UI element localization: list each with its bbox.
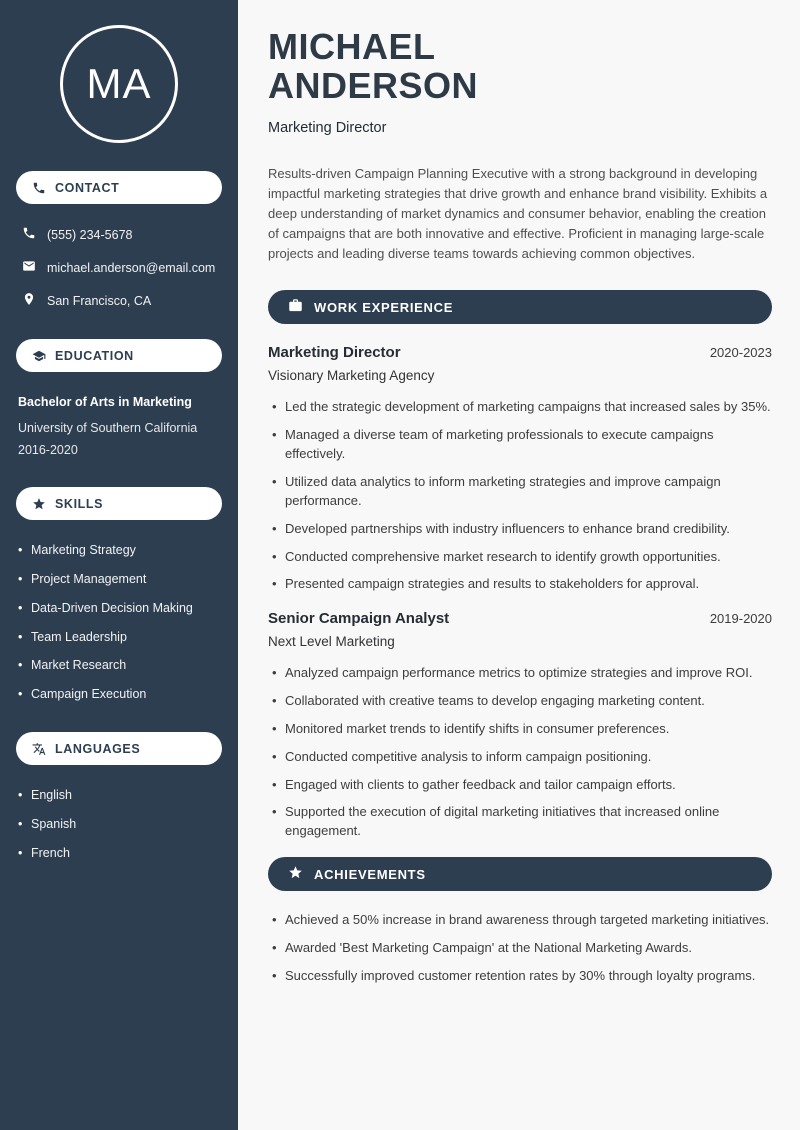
achievement-bullet: • Successfully improved customer retention rates by 30% through loyalty programs. [270,967,772,986]
job-bullet: • Conducted competitive analysis to inform campaign positioning. [270,748,772,767]
work-experience-header-label: WORK EXPERIENCE [314,299,454,315]
education-school: University of Southern California [18,420,198,435]
contact-location-value: San Francisco, CA [47,293,152,308]
contact-section-header [16,171,222,204]
job-bullet: • Collaborated with creative teams to develop engaging marketing content. [270,692,772,711]
job-dates: 2020-2023 [709,345,772,361]
job-company: Next Level Marketing [268,634,395,650]
education-years: 2016-2020 [18,443,78,458]
job-header-row [268,344,772,361]
sidebar [0,0,238,1130]
achievements-list [270,911,772,986]
map-pin-icon [22,292,36,309]
star-icon [32,497,46,511]
contact-phone-row [16,226,222,243]
education-header-label: EDUCATION [55,348,134,363]
education-degree: Bachelor of Arts in Marketing [18,395,192,409]
candidate-title: Marketing Director [268,119,387,136]
translate-icon [32,742,46,756]
main-content [238,0,800,1130]
job-bullet: • Analyzed campaign performance metrics to optimize strategies and improve ROI. [270,664,772,683]
graduation-cap-icon [32,349,46,363]
skill-item: • Market Research [18,657,222,673]
contact-location-row [16,292,222,309]
job-bullet: • Developed partnerships with industry influencers to enhance brand credibility. [270,520,772,539]
name-line-2: ANDERSON [268,64,479,106]
job-dates: 2019-2020 [709,611,772,627]
skills-section-header [16,487,222,520]
star-icon [288,865,303,883]
education-block [16,394,222,457]
phone-icon [32,181,46,195]
name-line-1: MICHAEL [268,26,436,67]
skills-header-label: SKILLS [55,496,104,511]
languages-block [16,787,222,861]
contact-header-label: CONTACT [55,180,120,195]
languages-header-label: LANGUAGES [55,741,141,756]
job-bullet-list [270,398,772,594]
job-title: Marketing Director [268,344,401,362]
job-entry [268,344,772,594]
avatar [60,25,178,143]
achievements-header-label: ACHIEVEMENTS [314,866,426,882]
job-bullet: • Supported the execution of digital marketing initiatives that increased online engagement. [270,803,772,841]
achievement-bullet: • Awarded 'Best Marketing Campaign' at the National Marketing Awards. [270,939,772,958]
job-bullet: • Presented campaign strategies and results to stakeholders for approval. [270,575,772,594]
job-bullet: • Managed a diverse team of marketing professionals to execute campaigns effectively. [270,426,772,464]
contact-phone-value: (555) 234-5678 [47,227,133,242]
job-bullet: • Monitored market trends to identify shifts in consumer preferences. [270,720,772,739]
avatar-initials: MA [86,60,152,107]
job-bullet: • Utilized data analytics to inform marketing strategies and improve campaign performance. [270,473,772,511]
language-item: • French [18,845,222,861]
job-header-row [268,610,772,627]
briefcase-icon [288,298,303,316]
work-experience-section-header [268,290,772,324]
job-title: Senior Campaign Analyst [268,610,450,628]
contact-block [16,226,222,309]
job-bullet: • Led the strategic development of marketing campaigns that increased sales by 35%. [270,398,772,417]
skill-item: • Data-Driven Decision Making [18,600,222,616]
skill-item: • Campaign Execution [18,686,222,702]
language-item: • English [18,787,222,803]
summary-paragraph: Results-driven Campaign Planning Executive with a strong background in developing impactful marketing strategies that drive growth and enhance brand visibility. Exhibits a deep understanding of market dynamics and consumer behavior, enabling the creation of campaigns that are both innovative and effective. Proficient in managing large-scale projects and leading diverse teams towards achieving common objectives. [268,165,768,262]
job-bullet-list [270,664,772,841]
candidate-name [268,28,772,106]
skills-list [18,542,222,702]
achievement-bullet: • Achieved a 50% increase in brand awareness through targeted marketing initiatives. [270,911,772,930]
skills-block [16,542,222,702]
phone-icon [22,226,36,243]
job-bullet: • Engaged with clients to gather feedback and tailor campaign efforts. [270,776,772,795]
job-company: Visionary Marketing Agency [268,368,435,384]
languages-section-header [16,732,222,765]
skill-item: • Project Management [18,571,222,587]
skill-item: • Marketing Strategy [18,542,222,558]
skill-item: • Team Leadership [18,629,222,645]
achievements-section-header [268,857,772,891]
envelope-icon [22,259,36,276]
contact-email-value: michael.anderson@email.com [47,260,216,275]
job-bullet: • Conducted comprehensive market research to identify growth opportunities. [270,548,772,567]
languages-list [18,787,222,861]
education-section-header [16,339,222,372]
contact-email-row [16,259,222,276]
language-item: • Spanish [18,816,222,832]
job-entry [268,610,772,841]
